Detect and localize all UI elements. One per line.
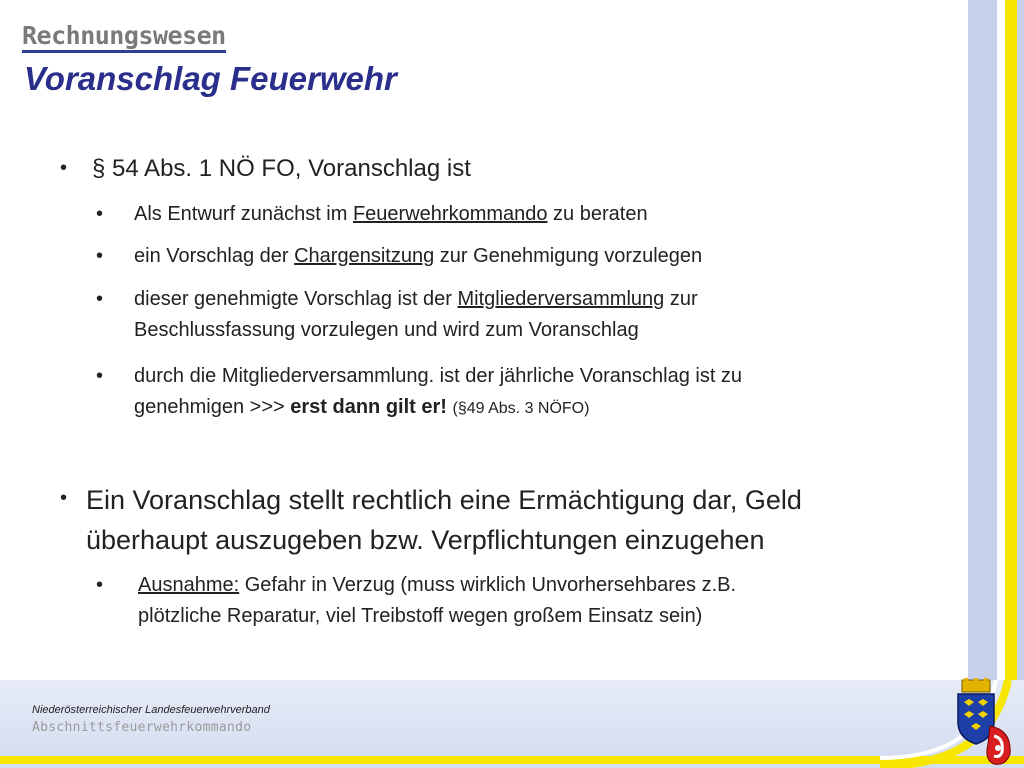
bullet: •	[96, 203, 104, 225]
decor-stripe-yellow	[1005, 0, 1017, 768]
bullet: •	[96, 574, 104, 596]
bullet-text: dieser genehmigte Vorschlag ist der Mitgliederversammlung zur Beschlussfassung vorzulegen und wird zum Voranschlag	[134, 288, 698, 341]
bullet: •	[96, 288, 104, 310]
bullet-text: § 54 Abs. 1 NÖ FO, Voranschlag ist	[92, 155, 471, 182]
section-label: Rechnungswesen	[22, 22, 226, 53]
coat-of-arms-icon	[950, 678, 1016, 766]
footer-organization: Niederösterreichischer Landesfeuerwehrverband	[32, 704, 270, 716]
bullet: •	[96, 245, 104, 267]
footer-yellow-line	[0, 756, 1024, 764]
bullet-text: durch die Mitgliederversammlung. ist der jährliche Voranschlag ist zu genehmigen >>> erst dann gilt er! (§49 Abs. 3 NÖFO)	[134, 365, 743, 418]
bullet-text: ein Vorschlag der Chargensitzung zur Genehmigung vorzulegen	[134, 245, 703, 267]
footer-subtitle: Abschnittsfeuerwehrkommando	[32, 720, 252, 735]
decor-stripe-white	[997, 0, 1005, 768]
bullet-text: Ausnahme: Gefahr in Verzug (muss wirklich Unvorhersehbares z.B. plötzliche Reparatur, viel Treibstoff wegen großem Einsatz sein)	[138, 574, 737, 627]
bullet-text: Ein Voranschlag stellt rechtlich eine Ermächtigung dar, Geld überhaupt auszugeben bzw. Verpflichtungen einzugehen	[86, 485, 802, 555]
bullet: •	[96, 365, 104, 387]
bullet: •	[60, 157, 68, 179]
bullet: •	[60, 487, 68, 509]
bullet-text: Als Entwurf zunächst im Feuerwehrkommando zu beraten	[134, 203, 648, 225]
page-title: Voranschlag Feuerwehr	[24, 60, 397, 97]
